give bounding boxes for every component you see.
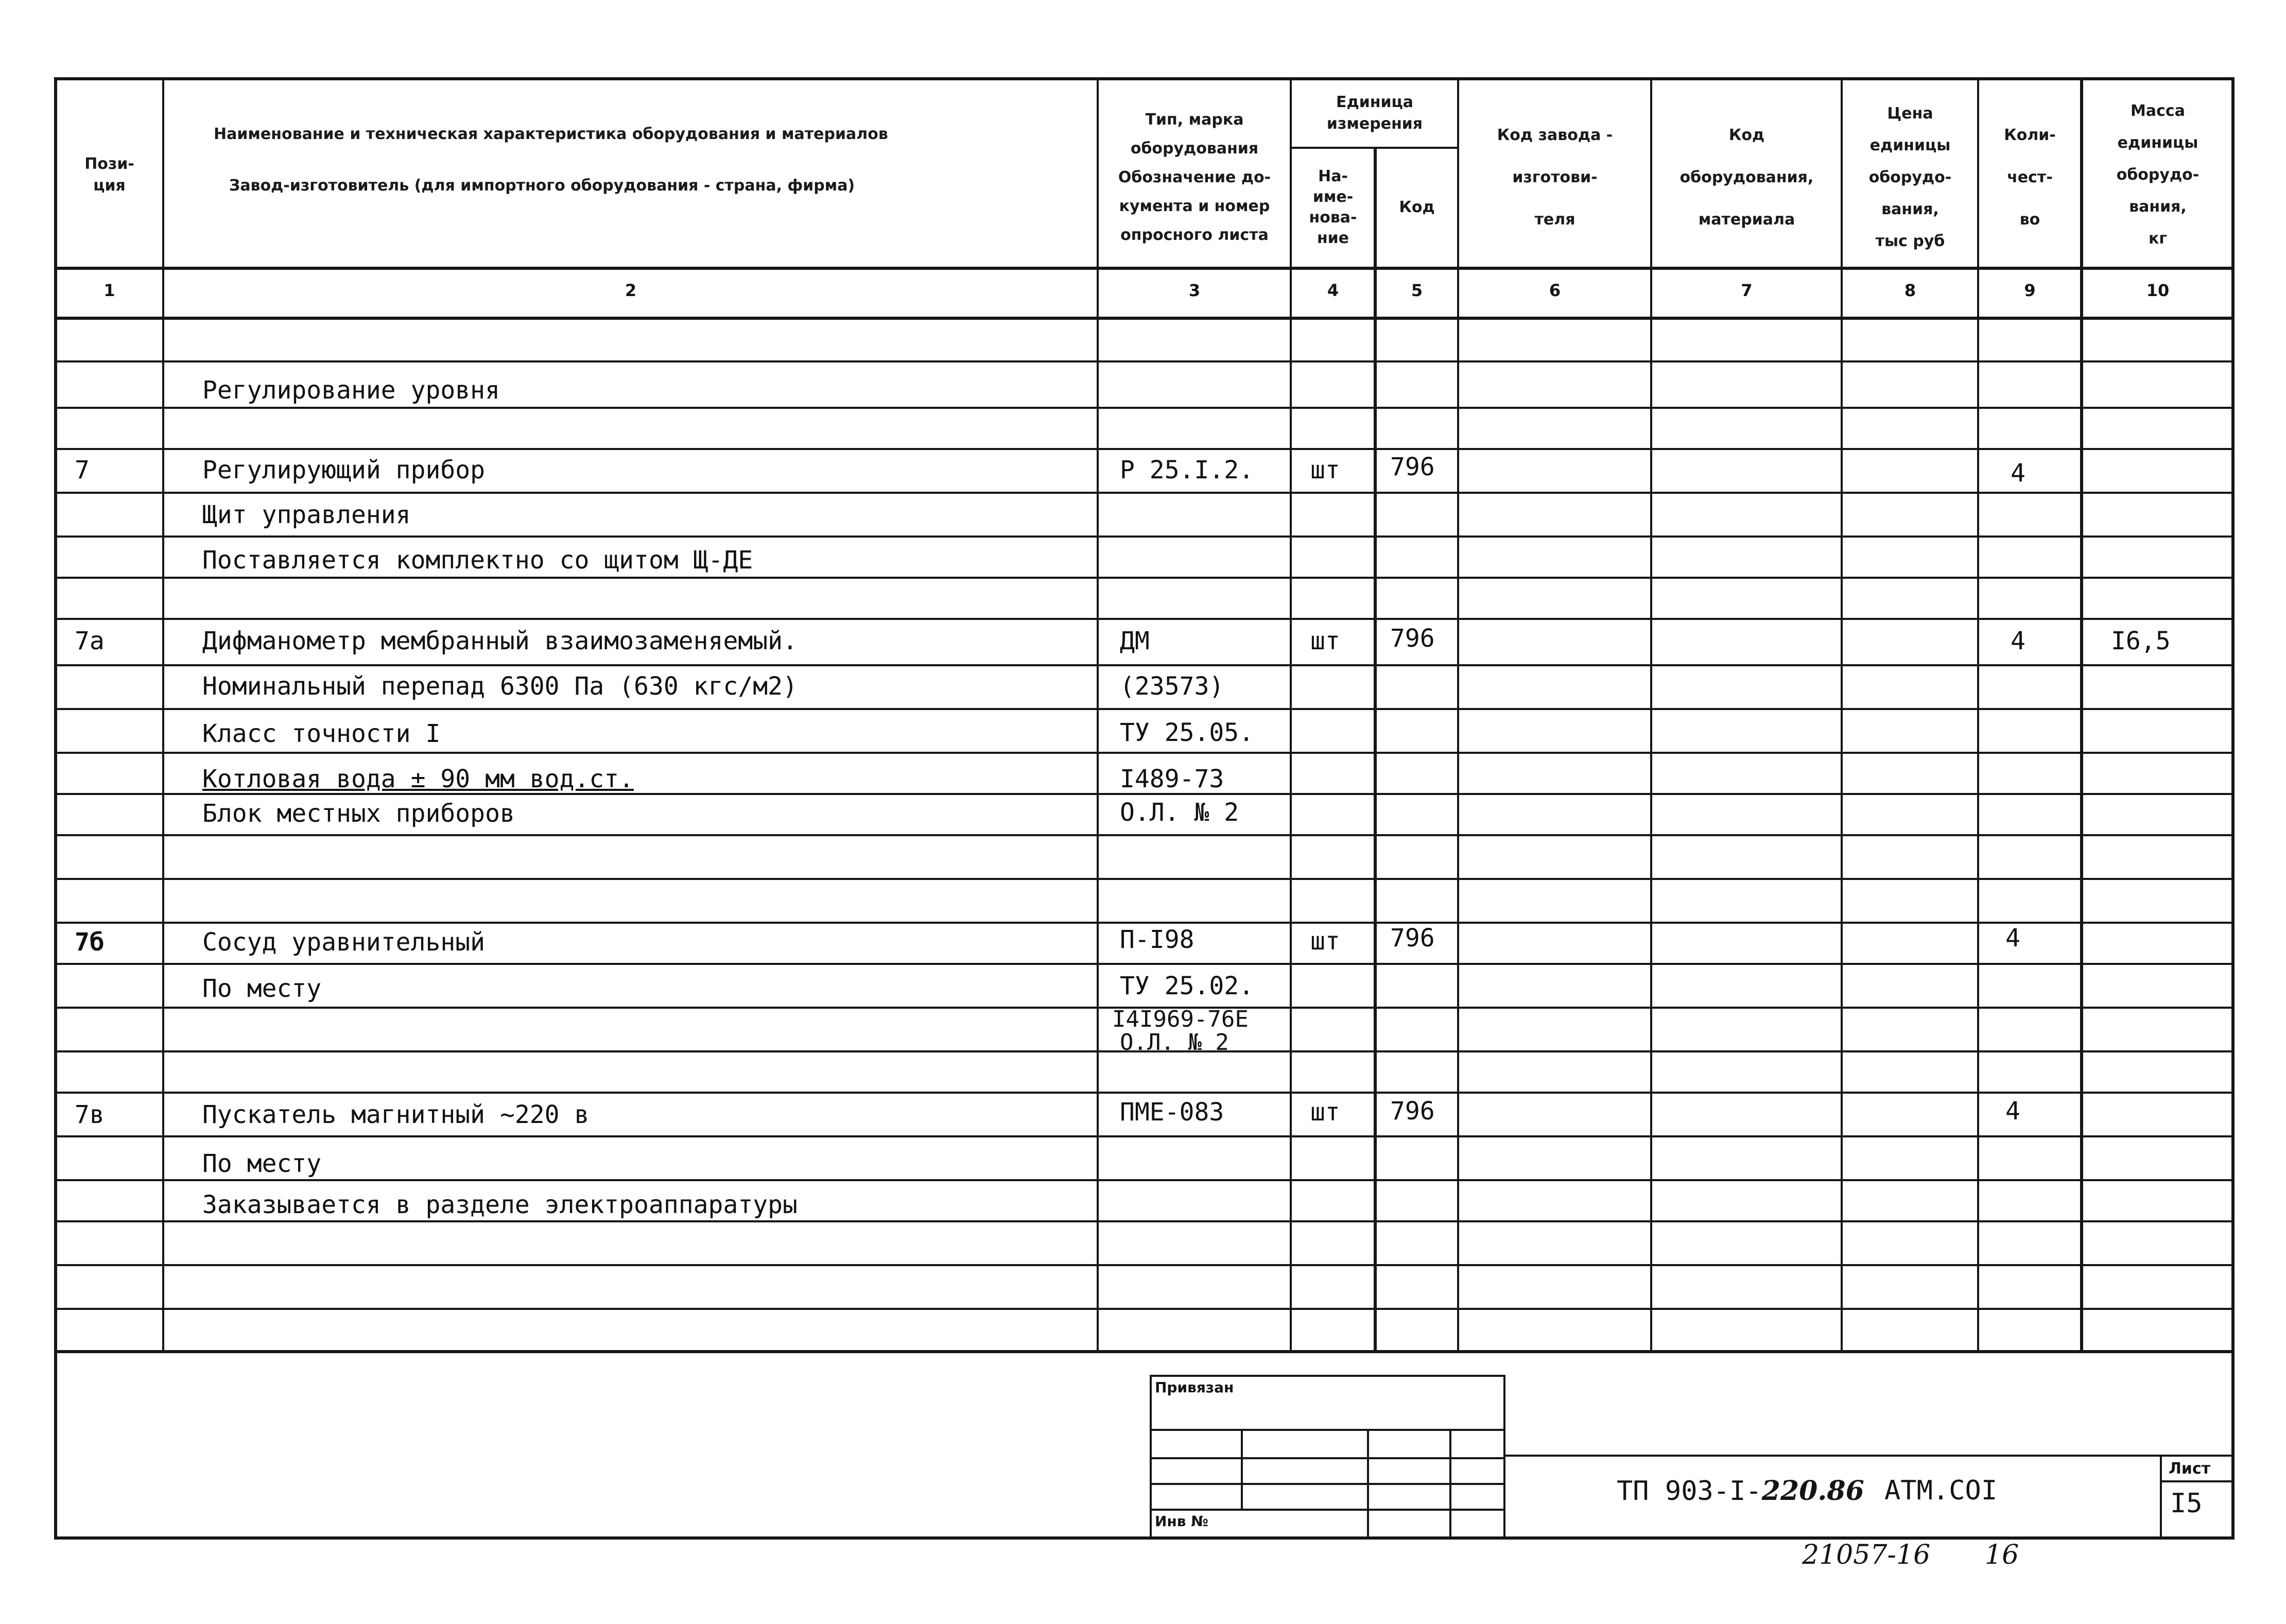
row-line: [54, 664, 2235, 666]
header-unit-code: Код: [1399, 198, 1435, 216]
colnum-6: 6: [1549, 281, 1561, 300]
doc-code: ТП 903-I-220.86: [1617, 1475, 1864, 1507]
row-line: [54, 1179, 2235, 1181]
row-line: [54, 922, 2235, 924]
row-type: П-I98: [1120, 925, 1194, 954]
header-quantity: Коли- чест- во: [2004, 126, 2056, 229]
header-equipment-code: Код оборудования, материала: [1679, 126, 1814, 229]
handwritten-page-number: 16: [1985, 1540, 2019, 1570]
title-block-line: [1503, 1455, 2235, 1457]
header-name-line1: Наименование и техническая характеристика оборудования и материалов: [214, 125, 888, 143]
row-quantity: 4: [2005, 924, 2020, 953]
row-line: [54, 407, 2235, 409]
sheet-label: Лист: [2169, 1460, 2211, 1478]
colnum-5: 5: [1411, 281, 1423, 300]
title-block-line: [2160, 1455, 2162, 1540]
header-unit-price: Цена единицы оборудо- вания, тыс руб: [1868, 105, 1952, 250]
colnum-2: 2: [625, 281, 637, 300]
row-line: [54, 1264, 2235, 1266]
col-divider: [1374, 147, 1377, 1352]
row-name: Класс точности I: [202, 719, 441, 748]
colnum-8: 8: [1904, 281, 1916, 300]
header-mass: Масса единицы оборудо- вания, кг: [2116, 102, 2200, 248]
row-line: [54, 834, 2235, 836]
row-name: Номинальный перепад 6300 Па (630 кгс/м2): [202, 672, 798, 701]
header-name-line2: Завод-изготовитель (для импортного оборудования - страна, фирма): [229, 177, 855, 195]
row-unit: шт: [1310, 627, 1340, 655]
row-name: Дифманометр мембранный взаимозаменяемый.: [202, 627, 798, 655]
row-line: [54, 708, 2235, 710]
row-mass: I6,5: [2111, 627, 2171, 655]
row-position: 7а: [75, 627, 105, 655]
row-name: Заказывается в разделе электроаппаратуры: [202, 1190, 798, 1219]
row-name: По месту: [202, 1149, 322, 1178]
stamp-line: [1367, 1429, 1369, 1540]
header-unit-group: Единица измерения: [1326, 93, 1423, 133]
row-type: (23573): [1120, 672, 1224, 701]
colnum-7: 7: [1741, 281, 1753, 300]
colnum-1: 1: [103, 281, 115, 300]
colnum-3: 3: [1188, 281, 1201, 300]
header-bottom-line: [54, 267, 2235, 270]
row-code: 796: [1390, 924, 1435, 953]
row-name: Поставляется комплектно со щитом Щ-ДЕ: [202, 546, 753, 575]
row-line: [54, 1308, 2235, 1310]
row-quantity: 4: [2011, 627, 2025, 655]
colnum-bottom-line: [54, 317, 2235, 320]
row-type: О.Л. № 2: [1120, 1029, 1229, 1056]
row-type: I4I969-76Е: [1112, 1006, 1249, 1032]
row-type: О.Л. № 2: [1120, 798, 1239, 827]
stamp-line: [1150, 1375, 1505, 1377]
stamp-privyazan: Привязан: [1155, 1379, 1234, 1396]
row-unit: шт: [1310, 1098, 1340, 1127]
row-line: [54, 360, 2235, 362]
stamp-line: [1150, 1509, 1505, 1511]
row-position: 7в: [75, 1100, 105, 1129]
row-line: [54, 492, 2235, 494]
row-code: 796: [1390, 453, 1435, 481]
row-position: 7: [75, 456, 90, 485]
row-line: [54, 577, 2235, 579]
row-line: [54, 1220, 2235, 1222]
colnum-9: 9: [2024, 281, 2036, 300]
header-type: Тип, марка оборудования Обозначение до- кумента и номер опросного листа: [1118, 111, 1271, 244]
row-name: Регулирующий прибор: [202, 456, 486, 485]
row-type: I489-73: [1120, 765, 1224, 793]
header-unit-name: На- име- нова- ние: [1309, 167, 1357, 247]
row-name: По месту: [202, 974, 322, 1003]
row-type: Р 25.I.2.: [1120, 456, 1254, 485]
row-line: [54, 1135, 2235, 1137]
header-factory-code: Код завода - изготови- теля: [1497, 126, 1613, 229]
row-name: Регулирование уровня: [202, 376, 500, 405]
row-name: Блок местных приборов: [202, 799, 515, 828]
row-quantity: 4: [2011, 459, 2025, 488]
row-type: ТУ 25.05.: [1120, 718, 1254, 747]
row-line: [54, 1092, 2235, 1094]
row-type: ТУ 25.02.: [1120, 972, 1254, 1000]
row-type: ДМ: [1120, 627, 1150, 655]
title-block-line: [2160, 1480, 2235, 1482]
header-position: Пози- ция: [84, 155, 134, 195]
row-line: [54, 963, 2235, 965]
row-code: 796: [1390, 624, 1435, 653]
row-name: Сосуд уравнительный: [202, 928, 486, 957]
stamp-inv-no: Инв №: [1155, 1513, 1208, 1530]
colnum-4: 4: [1327, 281, 1339, 300]
colnum-10: 10: [2146, 281, 2170, 300]
row-code: 796: [1390, 1097, 1435, 1126]
stamp-line: [1241, 1429, 1243, 1509]
row-name: Котловая вода ± 90 мм вод.ст.: [202, 765, 634, 793]
table-bottom-line: [54, 1350, 2235, 1353]
row-line: [54, 752, 2235, 754]
unit-subheader-line: [1290, 147, 1457, 149]
row-position: 7б: [75, 928, 105, 957]
row-quantity: 4: [2005, 1097, 2020, 1126]
row-unit: шт: [1310, 927, 1340, 956]
stamp-line: [1150, 1429, 1505, 1431]
row-line: [54, 448, 2235, 450]
row-type: ПМЕ-083: [1120, 1098, 1224, 1127]
stamp-line: [1150, 1457, 1505, 1459]
handwritten-archive-number: 21057-16: [1802, 1540, 1931, 1570]
row-name: Щит управления: [202, 500, 411, 529]
row-line: [54, 535, 2235, 538]
row-unit: шт: [1310, 456, 1340, 485]
stamp-line: [1150, 1483, 1505, 1485]
row-name: Пускатель магнитный ~220 в: [202, 1100, 590, 1129]
row-line: [54, 618, 2235, 620]
row-line: [54, 878, 2235, 880]
stamp-line: [1449, 1429, 1451, 1540]
doc-code-suffix: АТМ.СОI: [1884, 1475, 1998, 1506]
sheet-number: I5: [2170, 1488, 2203, 1519]
